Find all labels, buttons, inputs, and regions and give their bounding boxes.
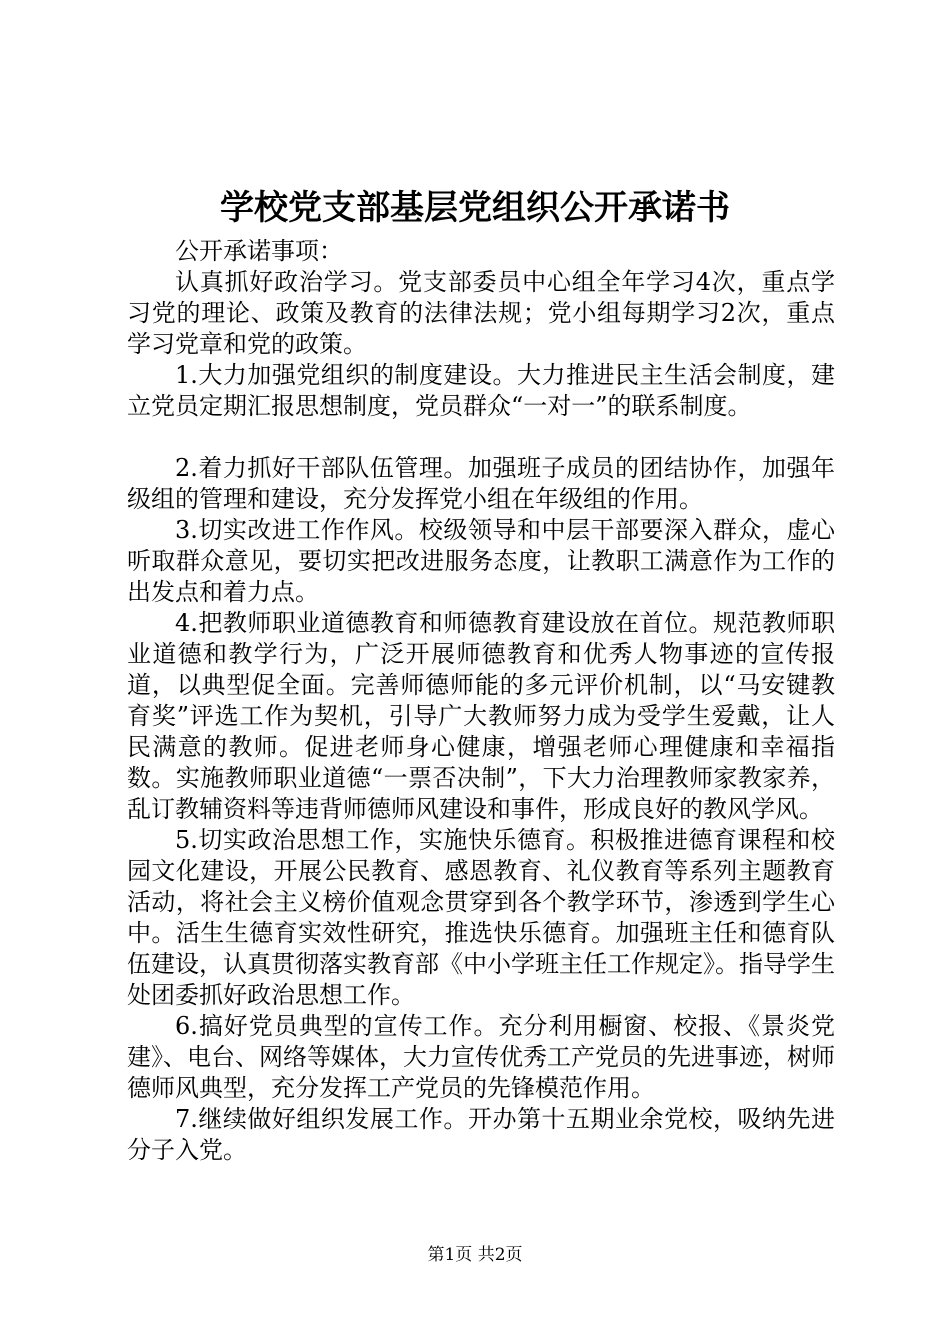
paragraph-intro: 认真抓好政治学习。党支部委员中心组全年学习4次，重点学习党的理论、政策及教育的法律法规；党小组每期学习2次，重点学习党章和党的政策。 <box>127 268 835 358</box>
paragraph-heading: 公开承诺事项： <box>175 237 343 265</box>
paragraph-item-5: 5.切实政治思想工作，实施快乐德育。积极推进德育课程和校园文化建设，开展公民教育、感恩教育、礼仪教育等系列主题教育活动，将社会主义榜价值观念贯穿到各个教学环节，渗透到学生心中。活生生德育实效性研究，推选快乐德育。加强班主任和德育队伍建设，认真贯彻落实教育部《中小学班主任工作规定》。指导学生处团委抓好政治思想工作。 <box>127 826 835 1009</box>
paragraph-item-3: 3.切实改进工作作风。校级领导和中层干部要深入群众，虚心听取群众意见，要切实把改进服务态度，让教职工满意作为工作的出发点和着力点。 <box>127 516 835 606</box>
page-number: 第1页 共2页 <box>427 1245 523 1265</box>
paragraph-item-2: 2.着力抓好干部队伍管理。加强班子成员的团结协作，加强年级组的管理和建设，充分发挥党小组在年级组的作用。 <box>127 454 835 513</box>
paragraph-item-7: 7.继续做好组织发展工作。开办第十五期业余党校，吸纳先进分子入党。 <box>127 1105 835 1164</box>
page-footer <box>0 1244 950 1266</box>
paragraph-item-6: 6.搞好党员典型的宣传工作。充分利用橱窗、校报、《景炎党建》、电台、网络等媒体，大力宣传优秀工产党员的先进事迹，树师德师风典型，充分发挥工产党员的先锋模范作用。 <box>127 1012 835 1102</box>
document-title: 学校党支部基层党组织公开承诺书 <box>220 188 730 228</box>
paragraph-item-4: 4.把教师职业道德教育和师德教育建设放在首位。规范教师职业道德和教学行为，广泛开展师德教育和优秀人物事迹的宣传报道，以典型促全面。完善师德师能的多元评价机制，以“马安键教育奖”评选工作为契机，引导广大教师努力成为受学生爱戴，让人民满意的教师。促进老师身心健康，增强老师心理健康和幸福指数。实施教师职业道德“一票否决制”，下大力治理教师家教家养，乱订教辅资料等违背师德师风建设和事件，形成良好的教风学风。 <box>127 609 835 823</box>
document-body <box>127 236 835 1166</box>
paragraph-item-1: 1.大力加强党组织的制度建设。大力推进民主生活会制度，建立党员定期汇报思想制度，党员群众“一对一”的联系制度。 <box>127 361 835 420</box>
